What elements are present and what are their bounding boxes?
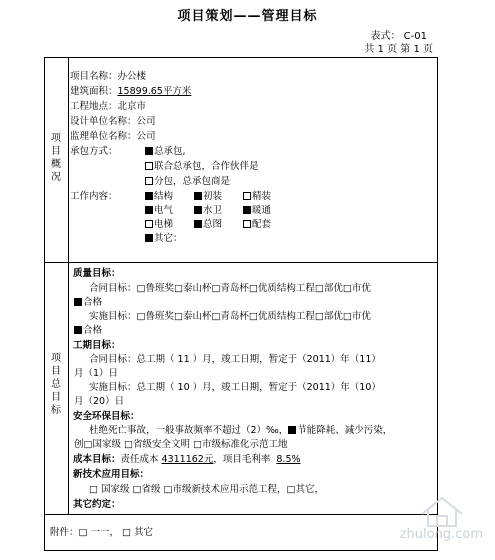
empty-box-icon bbox=[243, 192, 251, 200]
contract-option-joint[interactable]: 联合总承包，合作伙伴是 bbox=[145, 161, 259, 172]
watermark-logo-icon bbox=[419, 494, 465, 528]
work-item-structure[interactable]: 结构 bbox=[145, 191, 173, 202]
checked-box-icon bbox=[145, 192, 153, 200]
empty-box-icon bbox=[145, 220, 153, 228]
schedule-plan-line-2: 月（20）日 bbox=[74, 396, 125, 407]
checked-box-icon bbox=[243, 206, 251, 214]
building-area: 建筑面积：15899.65平方米 bbox=[70, 86, 192, 97]
table-left-border bbox=[44, 57, 45, 551]
schedule-contract-line-2: 月（1）日 bbox=[74, 368, 119, 379]
contract-option-general[interactable]: 总承包, bbox=[145, 146, 186, 157]
work-item-ancillary[interactable]: 配套 bbox=[243, 219, 271, 230]
work-item-electrical[interactable]: 电气 bbox=[145, 205, 173, 216]
checked-box-icon bbox=[145, 206, 153, 214]
checked-box-icon bbox=[74, 326, 82, 334]
contract-option-subcontract[interactable]: 分包，总承包商是 bbox=[145, 176, 230, 187]
tech-goal-title: 新技术应用目标： bbox=[73, 469, 150, 480]
work-item-site-plan[interactable]: 总图 bbox=[194, 219, 222, 230]
overview-section-label: 项 目 概 况 bbox=[51, 133, 61, 183]
section-divider-attach bbox=[44, 514, 438, 515]
watermark-text: zhulong.com bbox=[399, 527, 483, 542]
form-code: 表式： C-01 bbox=[370, 31, 427, 42]
design-unit: 设计单位名称：公司 bbox=[70, 116, 156, 127]
table-bottom-border bbox=[44, 550, 438, 551]
work-content-label: 工作内容： bbox=[70, 191, 118, 202]
work-item-rough-finish[interactable]: 初装 bbox=[194, 191, 222, 202]
quality-plan-pass: 合格 bbox=[74, 325, 102, 336]
checked-box-icon bbox=[145, 147, 153, 155]
attachment-line: 附件：□ 一一， □ 其它 bbox=[50, 527, 154, 538]
quality-goal-title: 质量目标： bbox=[73, 268, 121, 279]
checked-box-icon bbox=[74, 298, 82, 306]
schedule-plan-line-1: 实施目标：总工期（ 10 ）月，竣工日期，暂定于（2011）年（10） bbox=[89, 382, 381, 393]
label-column-divider bbox=[68, 57, 69, 514]
work-item-hvac[interactable]: 暖通 bbox=[243, 205, 271, 216]
schedule-contract-line-1: 合同目标：总工期（ 11 ）月，竣工日期，暂定于（2011）年（11） bbox=[89, 354, 381, 365]
safety-line-1: 杜绝死亡事故，一般事故频率不超过（2）‰， 节能降耗、减少污染， bbox=[89, 425, 393, 436]
checked-box-icon bbox=[194, 206, 202, 214]
table-right-border bbox=[437, 57, 438, 551]
supervision-unit: 监理单位名称：公司 bbox=[70, 131, 156, 142]
checked-box-icon bbox=[145, 234, 153, 242]
safety-line-2: 创□国家级 □省级安全文明 □市级标准化示范工地 bbox=[74, 439, 288, 450]
quality-plan-goal: 实施目标：□鲁班奖□泰山杯□青岛杯□优质结构工程□部优□市优 bbox=[89, 311, 371, 322]
project-location: 工程地点：北京市 bbox=[70, 101, 147, 112]
cost-goal: 成本目标：责任成本 4311162元，项目毛利率 8.5% bbox=[73, 454, 301, 465]
page-info: 共 1 页 第 1 页 bbox=[364, 44, 433, 55]
checked-box-icon bbox=[194, 192, 202, 200]
other-agreement-title: 其它约定： bbox=[73, 499, 121, 510]
empty-box-icon bbox=[145, 177, 153, 185]
quality-contract-goal: 合同目标：□鲁班奖□泰山杯□青岛杯□优质结构工程□部优□市优 bbox=[89, 283, 371, 294]
section-divider bbox=[44, 262, 438, 263]
empty-box-icon bbox=[145, 162, 153, 170]
checked-box-icon bbox=[194, 220, 202, 228]
schedule-goal-title: 工期目标： bbox=[73, 340, 121, 351]
work-item-elevator[interactable]: 电梯 bbox=[145, 219, 173, 230]
tech-goal-line: □ 国家级 □省级 □市级新技术应用示范工程，□其它， bbox=[89, 484, 324, 495]
checked-box-icon bbox=[288, 426, 296, 434]
goals-section-label: 项 目 总 目 标 bbox=[51, 353, 61, 416]
work-item-other[interactable]: 其它： bbox=[145, 233, 183, 244]
page-title: 项目策划——管理目标 bbox=[177, 9, 318, 24]
quality-contract-pass: 合格 bbox=[74, 297, 102, 308]
work-item-fine-finish[interactable]: 精装 bbox=[243, 191, 271, 202]
safety-goal-title: 安全环保目标： bbox=[73, 411, 140, 422]
empty-box-icon bbox=[243, 220, 251, 228]
contract-mode-label: 承包方式： bbox=[70, 146, 118, 157]
work-item-plumbing[interactable]: 水卫 bbox=[194, 205, 222, 216]
table-top-border bbox=[44, 57, 438, 58]
project-name: 项目名称：办公楼 bbox=[70, 71, 147, 82]
